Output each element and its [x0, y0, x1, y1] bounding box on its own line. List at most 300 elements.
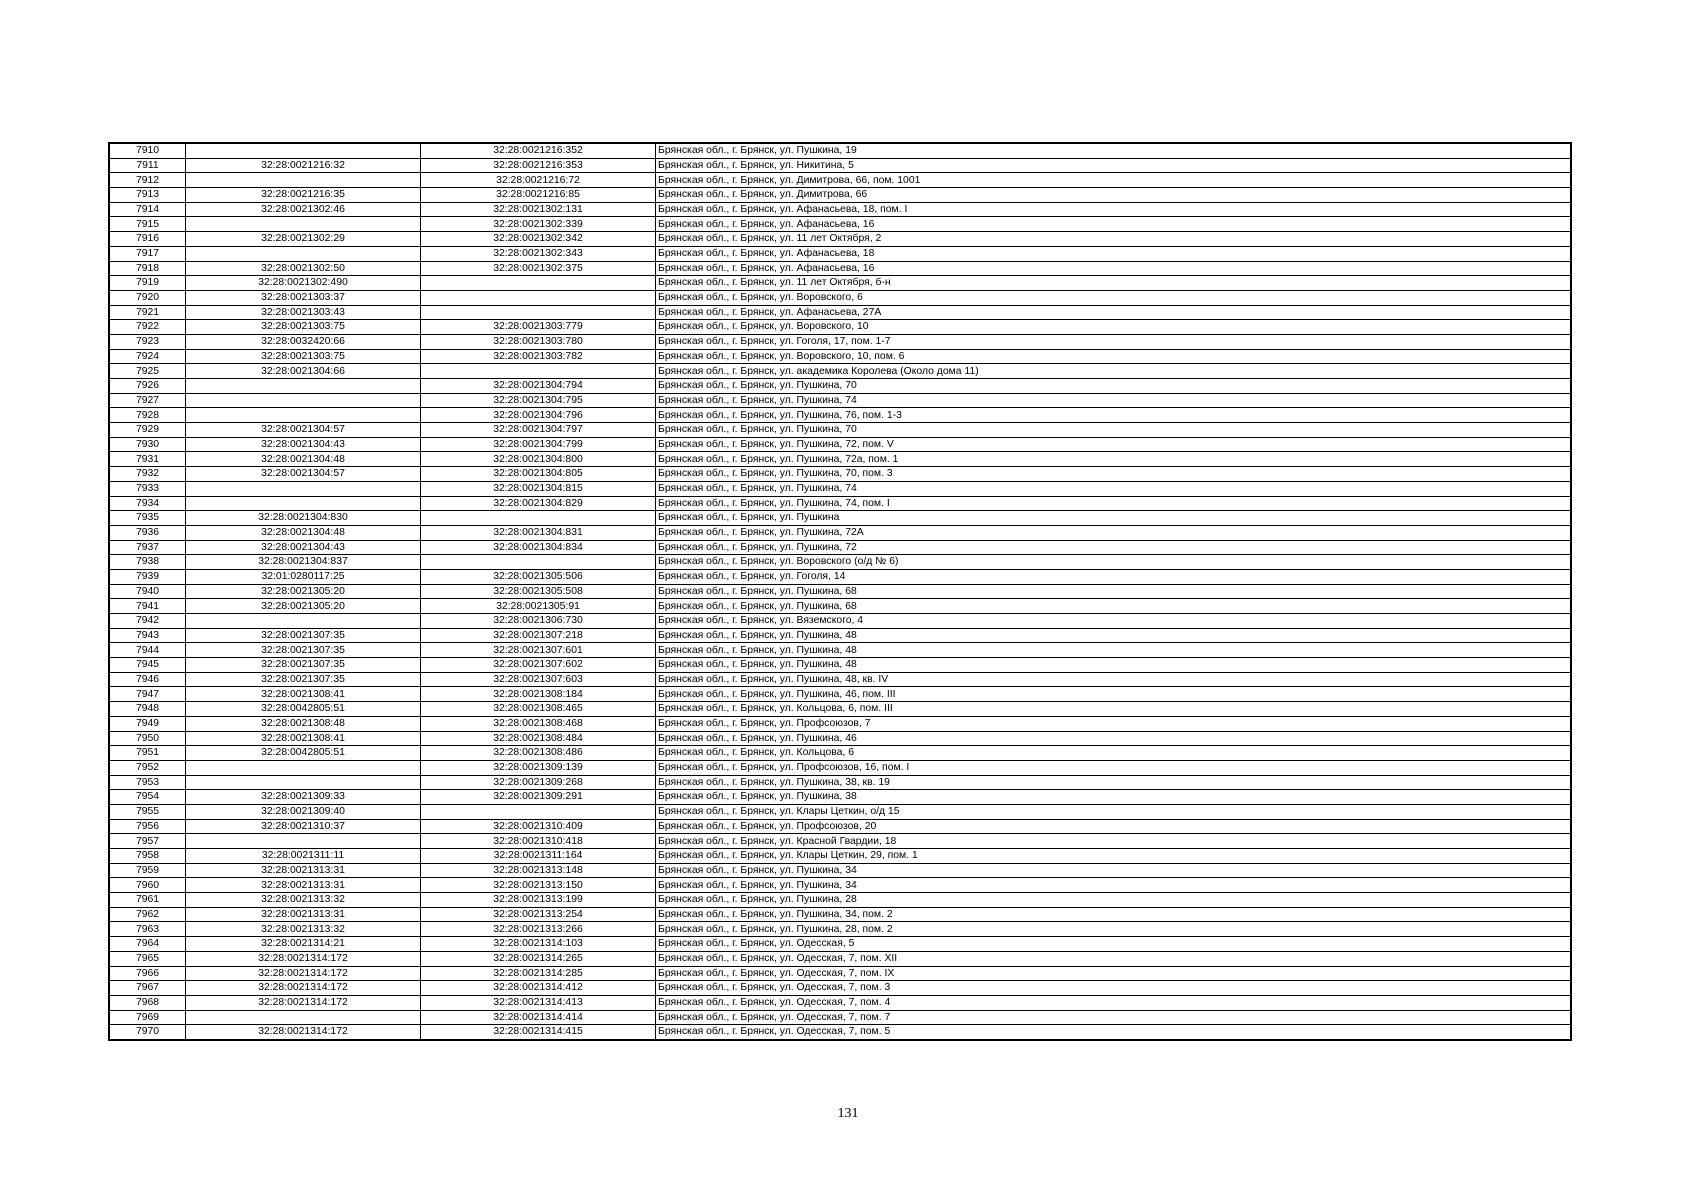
land-cadastral-number-cell: 32:28:0021313:31 — [186, 863, 421, 878]
land-cadastral-number-cell — [186, 217, 421, 232]
row-number-cell: 7969 — [110, 1010, 186, 1025]
object-cadastral-number-cell: 32:28:0021304:829 — [421, 496, 656, 511]
object-cadastral-number-cell: 32:28:0021303:780 — [421, 334, 656, 349]
table-row — [110, 981, 1571, 996]
row-number-cell: 7938 — [110, 555, 186, 570]
address-cell: Брянская обл., г. Брянск, ул. Афанасьева, 18, пом. I — [656, 202, 1571, 217]
land-cadastral-number-cell — [186, 408, 421, 423]
land-cadastral-number-cell — [186, 775, 421, 790]
object-cadastral-number-cell: 32:28:0021303:782 — [421, 349, 656, 364]
row-number-cell: 7956 — [110, 819, 186, 834]
land-cadastral-number-cell: 32:28:0021304:66 — [186, 364, 421, 379]
land-cadastral-number-cell: 32:28:0021311:11 — [186, 849, 421, 864]
table-row — [110, 731, 1571, 746]
row-number-cell: 7962 — [110, 907, 186, 922]
object-cadastral-number-cell: 32:28:0021304:831 — [421, 525, 656, 540]
row-number-cell: 7967 — [110, 981, 186, 996]
address-cell: Брянская обл., г. Брянск, ул. Пушкина, 48 — [656, 628, 1571, 643]
land-cadastral-number-cell: 32:28:0021303:37 — [186, 290, 421, 305]
row-number-cell: 7936 — [110, 525, 186, 540]
address-cell: Брянская обл., г. Брянск, ул. Вяземского, 4 — [656, 614, 1571, 629]
row-number-cell: 7950 — [110, 731, 186, 746]
object-cadastral-number-cell: 32:28:0021313:148 — [421, 863, 656, 878]
table-row — [110, 540, 1571, 555]
row-number-cell: 7941 — [110, 599, 186, 614]
row-number-cell: 7949 — [110, 716, 186, 731]
row-number-cell: 7914 — [110, 202, 186, 217]
land-cadastral-number-cell — [186, 246, 421, 261]
land-cadastral-number-cell: 32:01:0280117:25 — [186, 569, 421, 584]
address-cell: Брянская обл., г. Брянск, ул. Пушкина, 48 — [656, 643, 1571, 658]
object-cadastral-number-cell: 32:28:0021302:131 — [421, 202, 656, 217]
object-cadastral-number-cell: 32:28:0021307:603 — [421, 672, 656, 687]
table-row — [110, 217, 1571, 232]
row-number-cell: 7916 — [110, 232, 186, 247]
land-cadastral-number-cell — [186, 144, 421, 159]
address-cell: Брянская обл., г. Брянск, ул. Никитина, 5 — [656, 158, 1571, 173]
land-cadastral-number-cell: 32:28:0021304:48 — [186, 525, 421, 540]
table-row — [110, 232, 1571, 247]
land-cadastral-number-cell: 32:28:0021308:41 — [186, 687, 421, 702]
table-row — [110, 511, 1571, 526]
object-cadastral-number-cell: 32:28:0021309:291 — [421, 790, 656, 805]
table-row — [110, 423, 1571, 438]
land-cadastral-number-cell: 32:28:0032420:66 — [186, 334, 421, 349]
row-number-cell: 7937 — [110, 540, 186, 555]
land-cadastral-number-cell: 32:28:0021314:172 — [186, 995, 421, 1010]
object-cadastral-number-cell: 32:28:0021311:164 — [421, 849, 656, 864]
object-cadastral-number-cell: 32:28:0021304:797 — [421, 423, 656, 438]
address-cell: Брянская обл., г. Брянск, ул. Воровского, 10 — [656, 320, 1571, 335]
address-cell: Брянская обл., г. Брянск, ул. Одесская, 7, пом. 4 — [656, 995, 1571, 1010]
row-number-cell: 7932 — [110, 467, 186, 482]
object-cadastral-number-cell: 32:28:0021305:91 — [421, 599, 656, 614]
address-cell: Брянская обл., г. Брянск, ул. Профсоюзов, 16, пом. I — [656, 760, 1571, 775]
table-row — [110, 202, 1571, 217]
land-cadastral-number-cell: 32:28:0021302:50 — [186, 261, 421, 276]
row-number-cell: 7948 — [110, 702, 186, 717]
table-row — [110, 658, 1571, 673]
table-row — [110, 614, 1571, 629]
row-number-cell: 7968 — [110, 995, 186, 1010]
address-cell: Брянская обл., г. Брянск, ул. Пушкина, 70 — [656, 379, 1571, 394]
address-cell: Брянская обл., г. Брянск, ул. Одесская, 7, пом. 3 — [656, 981, 1571, 996]
land-cadastral-number-cell: 32:28:0021305:20 — [186, 584, 421, 599]
object-cadastral-number-cell: 32:28:0021305:508 — [421, 584, 656, 599]
table-row — [110, 246, 1571, 261]
address-cell: Брянская обл., г. Брянск, ул. Пушкина, 34 — [656, 878, 1571, 893]
address-cell: Брянская обл., г. Брянск, ул. Пушкина, 72а, пом. 1 — [656, 452, 1571, 467]
object-cadastral-number-cell: 32:28:0021216:352 — [421, 144, 656, 159]
land-cadastral-number-cell: 32:28:0021314:172 — [186, 1025, 421, 1040]
address-cell: Брянская обл., г. Брянск, ул. Афанасьева, 18 — [656, 246, 1571, 261]
land-cadastral-number-cell: 32:28:0021303:75 — [186, 349, 421, 364]
row-number-cell: 7966 — [110, 966, 186, 981]
object-cadastral-number-cell: 32:28:0021304:805 — [421, 467, 656, 482]
table-row — [110, 349, 1571, 364]
registry-table-body — [110, 144, 1571, 1040]
object-cadastral-number-cell: 32:28:0021304:794 — [421, 379, 656, 394]
table-row — [110, 569, 1571, 584]
table-row — [110, 276, 1571, 291]
object-cadastral-number-cell: 32:28:0021304:815 — [421, 481, 656, 496]
land-cadastral-number-cell — [186, 393, 421, 408]
address-cell: Брянская обл., г. Брянск, ул. Пушкина, 72, пом. V — [656, 437, 1571, 452]
table-row — [110, 379, 1571, 394]
address-cell: Брянская обл., г. Брянск, ул. Профсоюзов, 7 — [656, 716, 1571, 731]
object-cadastral-number-cell — [421, 511, 656, 526]
row-number-cell: 7960 — [110, 878, 186, 893]
table-row — [110, 364, 1571, 379]
land-cadastral-number-cell — [186, 1010, 421, 1025]
table-row — [110, 393, 1571, 408]
address-cell: Брянская обл., г. Брянск, ул. Гоголя, 14 — [656, 569, 1571, 584]
object-cadastral-number-cell: 32:28:0021308:184 — [421, 687, 656, 702]
address-cell: Брянская обл., г. Брянск, ул. Пушкина, 34 — [656, 863, 1571, 878]
row-number-cell: 7919 — [110, 276, 186, 291]
table-row — [110, 496, 1571, 511]
table-row — [110, 481, 1571, 496]
row-number-cell: 7947 — [110, 687, 186, 702]
table-row — [110, 525, 1571, 540]
table-row — [110, 849, 1571, 864]
table-row — [110, 261, 1571, 276]
object-cadastral-number-cell — [421, 305, 656, 320]
table-row — [110, 922, 1571, 937]
object-cadastral-number-cell: 32:28:0021304:799 — [421, 437, 656, 452]
address-cell: Брянская обл., г. Брянск, ул. Пушкина, 68 — [656, 584, 1571, 599]
table-row — [110, 834, 1571, 849]
address-cell: Брянская обл., г. Брянск, ул. Пушкина, 46, пом. III — [656, 687, 1571, 702]
object-cadastral-number-cell: 32:28:0021314:415 — [421, 1025, 656, 1040]
land-cadastral-number-cell: 32:28:0021307:35 — [186, 658, 421, 673]
table-row — [110, 555, 1571, 570]
object-cadastral-number-cell: 32:28:0021216:85 — [421, 188, 656, 203]
land-cadastral-number-cell: 32:28:0021303:43 — [186, 305, 421, 320]
object-cadastral-number-cell: 32:28:0021310:418 — [421, 834, 656, 849]
land-cadastral-number-cell — [186, 173, 421, 188]
address-cell: Брянская обл., г. Брянск, ул. Пушкина, 74 — [656, 481, 1571, 496]
land-cadastral-number-cell: 32:28:0021304:830 — [186, 511, 421, 526]
row-number-cell: 7935 — [110, 511, 186, 526]
row-number-cell: 7939 — [110, 569, 186, 584]
row-number-cell: 7951 — [110, 746, 186, 761]
address-cell: Брянская обл., г. Брянск, ул. Одесская, 7, пом. 7 — [656, 1010, 1571, 1025]
row-number-cell: 7924 — [110, 349, 186, 364]
row-number-cell: 7918 — [110, 261, 186, 276]
table-row — [110, 158, 1571, 173]
land-cadastral-number-cell — [186, 834, 421, 849]
land-cadastral-number-cell: 32:28:0021313:32 — [186, 893, 421, 908]
object-cadastral-number-cell: 32:28:0021314:265 — [421, 951, 656, 966]
row-number-cell: 7910 — [110, 144, 186, 159]
land-cadastral-number-cell: 32:28:0021304:48 — [186, 452, 421, 467]
row-number-cell: 7959 — [110, 863, 186, 878]
address-cell: Брянская обл., г. Брянск, ул. Пушкина, 28, пом. 2 — [656, 922, 1571, 937]
object-cadastral-number-cell: 32:28:0021307:218 — [421, 628, 656, 643]
table-row — [110, 584, 1571, 599]
row-number-cell: 7955 — [110, 804, 186, 819]
table-row — [110, 188, 1571, 203]
address-cell: Брянская обл., г. Брянск, ул. Пушкина, 48, кв. IV — [656, 672, 1571, 687]
land-cadastral-number-cell: 32:28:0021309:33 — [186, 790, 421, 805]
address-cell: Брянская обл., г. Брянск, ул. Пушкина, 70 — [656, 423, 1571, 438]
land-cadastral-number-cell: 32:28:0021309:40 — [186, 804, 421, 819]
land-cadastral-number-cell: 32:28:0021302:490 — [186, 276, 421, 291]
address-cell: Брянская обл., г. Брянск, ул. Воровского, 6 — [656, 290, 1571, 305]
object-cadastral-number-cell: 32:28:0021313:199 — [421, 893, 656, 908]
table-row — [110, 687, 1571, 702]
row-number-cell: 7953 — [110, 775, 186, 790]
land-cadastral-number-cell: 32:28:0021313:31 — [186, 878, 421, 893]
row-number-cell: 7912 — [110, 173, 186, 188]
row-number-cell: 7921 — [110, 305, 186, 320]
row-number-cell: 7970 — [110, 1025, 186, 1040]
table-row — [110, 937, 1571, 952]
land-cadastral-number-cell — [186, 496, 421, 511]
object-cadastral-number-cell: 32:28:0021302:343 — [421, 246, 656, 261]
address-cell: Брянская обл., г. Брянск, ул. Клары Цеткин, 29, пом. 1 — [656, 849, 1571, 864]
address-cell: Брянская обл., г. Брянск, ул. Пушкина, 74 — [656, 393, 1571, 408]
table-row — [110, 452, 1571, 467]
address-cell: Брянская обл., г. Брянск, ул. Пушкина, 46 — [656, 731, 1571, 746]
object-cadastral-number-cell: 32:28:0021309:268 — [421, 775, 656, 790]
land-cadastral-number-cell: 32:28:0021302:46 — [186, 202, 421, 217]
address-cell: Брянская обл., г. Брянск, ул. Кольцова, 6, пом. III — [656, 702, 1571, 717]
object-cadastral-number-cell: 32:28:0021313:150 — [421, 878, 656, 893]
land-cadastral-number-cell: 32:28:0021304:43 — [186, 540, 421, 555]
object-cadastral-number-cell — [421, 276, 656, 291]
table-row — [110, 878, 1571, 893]
row-number-cell: 7957 — [110, 834, 186, 849]
row-number-cell: 7961 — [110, 893, 186, 908]
land-cadastral-number-cell: 32:28:0021313:31 — [186, 907, 421, 922]
row-number-cell: 7958 — [110, 849, 186, 864]
address-cell: Брянская обл., г. Брянск, ул. Гоголя, 17, пом. 1-7 — [656, 334, 1571, 349]
row-number-cell: 7952 — [110, 760, 186, 775]
row-number-cell: 7940 — [110, 584, 186, 599]
row-number-cell: 7923 — [110, 334, 186, 349]
land-cadastral-number-cell: 32:28:0021313:32 — [186, 922, 421, 937]
table-row — [110, 334, 1571, 349]
object-cadastral-number-cell — [421, 555, 656, 570]
land-cadastral-number-cell: 32:28:0042805:51 — [186, 702, 421, 717]
registry-table — [109, 143, 1571, 1040]
land-cadastral-number-cell: 32:28:0021310:37 — [186, 819, 421, 834]
object-cadastral-number-cell: 32:28:0021308:486 — [421, 746, 656, 761]
table-row — [110, 966, 1571, 981]
address-cell: Брянская обл., г. Брянск, ул. Кольцова, 6 — [656, 746, 1571, 761]
table-row — [110, 144, 1571, 159]
address-cell: Брянская обл., г. Брянск, ул. Пушкина, 19 — [656, 144, 1571, 159]
table-row — [110, 290, 1571, 305]
row-number-cell: 7927 — [110, 393, 186, 408]
land-cadastral-number-cell: 32:28:0021303:75 — [186, 320, 421, 335]
row-number-cell: 7917 — [110, 246, 186, 261]
object-cadastral-number-cell: 32:28:0021302:339 — [421, 217, 656, 232]
row-number-cell: 7954 — [110, 790, 186, 805]
object-cadastral-number-cell — [421, 804, 656, 819]
address-cell: Брянская обл., г. Брянск, ул. Димитрова, 66 — [656, 188, 1571, 203]
object-cadastral-number-cell: 32:28:0021216:353 — [421, 158, 656, 173]
table-row — [110, 320, 1571, 335]
object-cadastral-number-cell: 32:28:0021302:342 — [421, 232, 656, 247]
object-cadastral-number-cell: 32:28:0021304:834 — [421, 540, 656, 555]
table-row — [110, 643, 1571, 658]
land-cadastral-number-cell — [186, 481, 421, 496]
table-row — [110, 408, 1571, 423]
row-number-cell: 7946 — [110, 672, 186, 687]
land-cadastral-number-cell: 32:28:0021216:35 — [186, 188, 421, 203]
table-row — [110, 819, 1571, 834]
object-cadastral-number-cell: 32:28:0021303:779 — [421, 320, 656, 335]
land-cadastral-number-cell: 32:28:0021307:35 — [186, 643, 421, 658]
object-cadastral-number-cell: 32:28:0021304:800 — [421, 452, 656, 467]
address-cell: Брянская обл., г. Брянск, ул. Пушкина, 76, пом. 1-3 — [656, 408, 1571, 423]
table-row — [110, 305, 1571, 320]
address-cell: Брянская обл., г. Брянск, ул. Пушкина, 74, пом. I — [656, 496, 1571, 511]
address-cell: Брянская обл., г. Брянск, ул. Пушкина, 72 — [656, 540, 1571, 555]
address-cell: Брянская обл., г. Брянск, ул. Пушкина, 34, пом. 2 — [656, 907, 1571, 922]
address-cell: Брянская обл., г. Брянск, ул. Пушкина, 48 — [656, 658, 1571, 673]
address-cell: Брянская обл., г. Брянск, ул. 11 лет Октября, б-н — [656, 276, 1571, 291]
row-number-cell: 7965 — [110, 951, 186, 966]
row-number-cell: 7928 — [110, 408, 186, 423]
object-cadastral-number-cell: 32:28:0021313:254 — [421, 907, 656, 922]
table-row — [110, 760, 1571, 775]
land-cadastral-number-cell — [186, 379, 421, 394]
address-cell: Брянская обл., г. Брянск, ул. Пушкина, 72А — [656, 525, 1571, 540]
row-number-cell: 7931 — [110, 452, 186, 467]
table-row — [110, 702, 1571, 717]
table-row — [110, 599, 1571, 614]
table-row — [110, 672, 1571, 687]
row-number-cell: 7930 — [110, 437, 186, 452]
row-number-cell: 7933 — [110, 481, 186, 496]
row-number-cell: 7934 — [110, 496, 186, 511]
land-cadastral-number-cell: 32:28:0021314:21 — [186, 937, 421, 952]
row-number-cell: 7920 — [110, 290, 186, 305]
address-cell: Брянская обл., г. Брянск, ул. Красной Гвардии, 18 — [656, 834, 1571, 849]
object-cadastral-number-cell: 32:28:0021307:602 — [421, 658, 656, 673]
address-cell: Брянская обл., г. Брянск, ул. Пушкина — [656, 511, 1571, 526]
land-cadastral-number-cell: 32:28:0021308:48 — [186, 716, 421, 731]
row-number-cell: 7945 — [110, 658, 186, 673]
land-cadastral-number-cell: 32:28:0021302:29 — [186, 232, 421, 247]
object-cadastral-number-cell: 32:28:0021307:601 — [421, 643, 656, 658]
table-row — [110, 628, 1571, 643]
land-cadastral-number-cell: 32:28:0021216:32 — [186, 158, 421, 173]
address-cell: Брянская обл., г. Брянск, ул. Димитрова, 66, пом. 1001 — [656, 173, 1571, 188]
row-number-cell: 7915 — [110, 217, 186, 232]
row-number-cell: 7943 — [110, 628, 186, 643]
land-cadastral-number-cell: 32:28:0021304:57 — [186, 467, 421, 482]
object-cadastral-number-cell: 32:28:0021309:139 — [421, 760, 656, 775]
table-row — [110, 863, 1571, 878]
address-cell: Брянская обл., г. Брянск, ул. Пушкина, 38, кв. 19 — [656, 775, 1571, 790]
land-cadastral-number-cell: 32:28:0021314:172 — [186, 981, 421, 996]
land-cadastral-number-cell: 32:28:0021314:172 — [186, 951, 421, 966]
land-cadastral-number-cell: 32:28:0021305:20 — [186, 599, 421, 614]
land-cadastral-number-cell: 32:28:0021304:837 — [186, 555, 421, 570]
address-cell: Брянская обл., г. Брянск, ул. Одесская, 7, пом. XII — [656, 951, 1571, 966]
object-cadastral-number-cell: 32:28:0021304:795 — [421, 393, 656, 408]
table-row — [110, 907, 1571, 922]
address-cell: Брянская обл., г. Брянск, ул. Одесская, 7, пом. IX — [656, 966, 1571, 981]
address-cell: Брянская обл., г. Брянск, ул. Воровского (о/д № 6) — [656, 555, 1571, 570]
table-row — [110, 775, 1571, 790]
row-number-cell: 7944 — [110, 643, 186, 658]
page-number: 131 — [837, 1106, 859, 1121]
table-row — [110, 995, 1571, 1010]
row-number-cell: 7929 — [110, 423, 186, 438]
table-row — [110, 437, 1571, 452]
row-number-cell: 7942 — [110, 614, 186, 629]
land-cadastral-number-cell: 32:28:0021304:43 — [186, 437, 421, 452]
address-cell: Брянская обл., г. Брянск, ул. Одесская, 7, пом. 5 — [656, 1025, 1571, 1040]
object-cadastral-number-cell: 32:28:0021216:72 — [421, 173, 656, 188]
land-cadastral-number-cell: 32:28:0021307:35 — [186, 628, 421, 643]
table-row — [110, 716, 1571, 731]
object-cadastral-number-cell — [421, 364, 656, 379]
land-cadastral-number-cell: 32:28:0042805:51 — [186, 746, 421, 761]
land-cadastral-number-cell — [186, 614, 421, 629]
address-cell: Брянская обл., г. Брянск, ул. Афанасьева, 16 — [656, 261, 1571, 276]
row-number-cell: 7922 — [110, 320, 186, 335]
address-cell: Брянская обл., г. Брянск, ул. Пушкина, 38 — [656, 790, 1571, 805]
object-cadastral-number-cell: 32:28:0021305:506 — [421, 569, 656, 584]
address-cell: Брянская обл., г. Брянск, ул. Пушкина, 28 — [656, 893, 1571, 908]
address-cell: Брянская обл., г. Брянск, ул. Одесская, 5 — [656, 937, 1571, 952]
table-row — [110, 790, 1571, 805]
address-cell: Брянская обл., г. Брянск, ул. 11 лет Октября, 2 — [656, 232, 1571, 247]
land-cadastral-number-cell: 32:28:0021304:57 — [186, 423, 421, 438]
object-cadastral-number-cell — [421, 290, 656, 305]
object-cadastral-number-cell: 32:28:0021308:484 — [421, 731, 656, 746]
object-cadastral-number-cell: 32:28:0021314:413 — [421, 995, 656, 1010]
address-cell: Брянская обл., г. Брянск, ул. академика Королева (Около дома 11) — [656, 364, 1571, 379]
object-cadastral-number-cell: 32:28:0021308:468 — [421, 716, 656, 731]
table-row — [110, 173, 1571, 188]
row-number-cell: 7964 — [110, 937, 186, 952]
object-cadastral-number-cell: 32:28:0021310:409 — [421, 819, 656, 834]
object-cadastral-number-cell: 32:28:0021308:465 — [421, 702, 656, 717]
address-cell: Брянская обл., г. Брянск, ул. Профсоюзов, 20 — [656, 819, 1571, 834]
address-cell: Брянская обл., г. Брянск, ул. Воровского, 10, пом. 6 — [656, 349, 1571, 364]
row-number-cell: 7963 — [110, 922, 186, 937]
address-cell: Брянская обл., г. Брянск, ул. Афанасьева, 16 — [656, 217, 1571, 232]
object-cadastral-number-cell: 32:28:0021314:412 — [421, 981, 656, 996]
object-cadastral-number-cell: 32:28:0021302:375 — [421, 261, 656, 276]
row-number-cell: 7911 — [110, 158, 186, 173]
table-row — [110, 804, 1571, 819]
table-row — [110, 746, 1571, 761]
row-number-cell: 7925 — [110, 364, 186, 379]
address-cell: Брянская обл., г. Брянск, ул. Клары Цеткин, о/д 15 — [656, 804, 1571, 819]
address-cell: Брянская обл., г. Брянск, ул. Пушкина, 70, пом. 3 — [656, 467, 1571, 482]
land-cadastral-number-cell: 32:28:0021307:35 — [186, 672, 421, 687]
land-cadastral-number-cell — [186, 760, 421, 775]
address-cell: Брянская обл., г. Брянск, ул. Афанасьева, 27А — [656, 305, 1571, 320]
land-cadastral-number-cell: 32:28:0021308:41 — [186, 731, 421, 746]
object-cadastral-number-cell: 32:28:0021313:266 — [421, 922, 656, 937]
table-row — [110, 951, 1571, 966]
object-cadastral-number-cell: 32:28:0021314:414 — [421, 1010, 656, 1025]
address-cell: Брянская обл., г. Брянск, ул. Пушкина, 68 — [656, 599, 1571, 614]
row-number-cell: 7913 — [110, 188, 186, 203]
row-number-cell: 7926 — [110, 379, 186, 394]
table-row — [110, 1025, 1571, 1040]
